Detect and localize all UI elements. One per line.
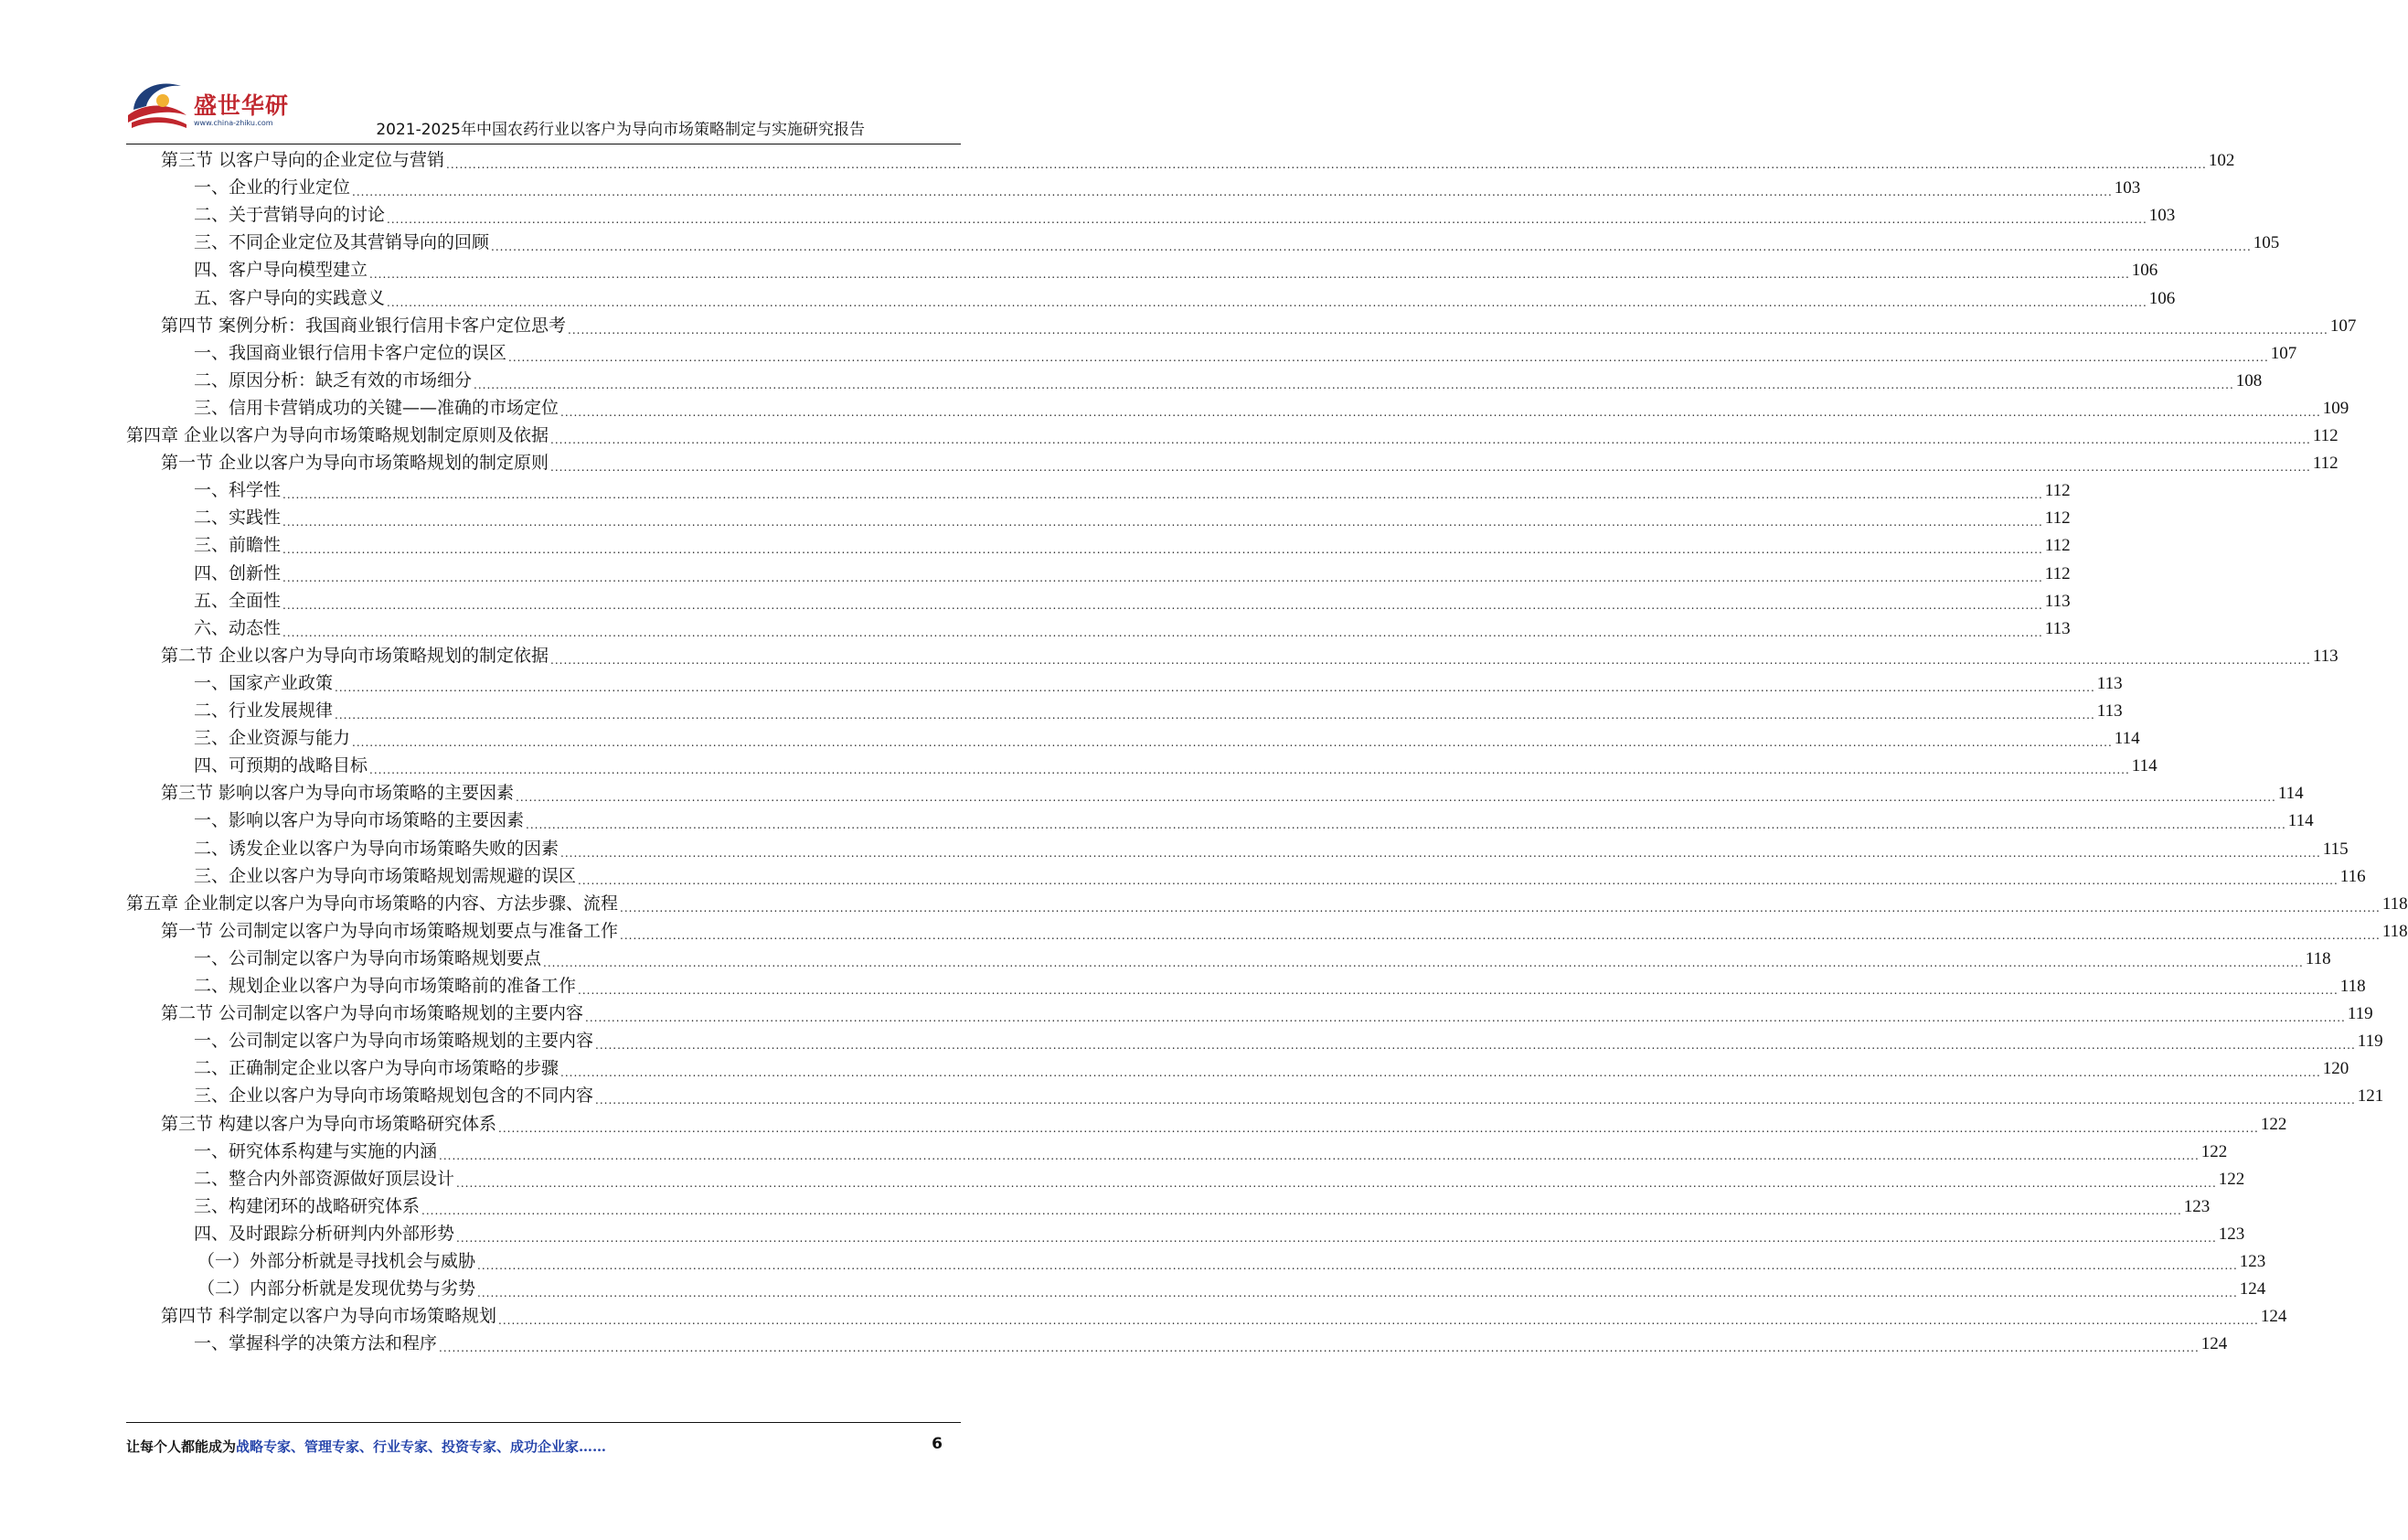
toc-label: 四、创新性	[194, 562, 282, 583]
toc-page-number: 107	[2270, 343, 2297, 363]
toc-entry[interactable]	[194, 476, 2071, 505]
toc-label: 一、科学性	[194, 480, 282, 501]
toc-entry[interactable]	[194, 1054, 2349, 1083]
toc-entry[interactable]	[194, 531, 2071, 560]
toc-page-number: 114	[2277, 784, 2304, 804]
toc-entry[interactable]	[161, 312, 2357, 340]
toc-page-number: 106	[2148, 288, 2176, 308]
toc-entry[interactable]	[161, 917, 2408, 946]
toc-page-number: 124	[2260, 1307, 2287, 1327]
toc-leader-dots: ................................................................................................................................................................................................................................................................................................................................................................................................................	[477, 1259, 2238, 1272]
toc-leader-dots: ................................................................................................................................................................................................................................................................................................................................................................................................................	[516, 791, 2276, 805]
toc-page-number: 115	[2322, 839, 2349, 859]
toc-label: 一、公司制定以客户为导向市场策略规划的主要内容	[194, 1031, 594, 1052]
toc-entry[interactable]	[194, 945, 2331, 973]
toc-entry[interactable]	[194, 201, 2176, 230]
toc-entry[interactable]	[161, 449, 2339, 477]
toc-page-number: 113	[2096, 701, 2123, 721]
toc-entry[interactable]	[161, 146, 2235, 175]
toc-label: 四、客户导向模型建立	[194, 260, 368, 281]
toc-page-number: 122	[2260, 1114, 2287, 1134]
toc-leader-dots: ................................................................................................................................................................................................................................................................................................................................................................................................................	[456, 1176, 2217, 1190]
toc-leader-dots: ................................................................................................................................................................................................................................................................................................................................................................................................................	[335, 680, 2095, 694]
toc-leader-dots: ................................................................................................................................................................................................................................................................................................................................................................................................................	[282, 571, 2043, 584]
toc-label: 二、整合内外部资源做好顶层设计	[194, 1168, 455, 1189]
toc-page-number: 112	[2044, 563, 2071, 583]
toc-leader-dots: ................................................................................................................................................................................................................................................................................................................................................................................................................	[585, 1011, 2346, 1025]
toc-page-number: 124	[2200, 1334, 2228, 1354]
logo-text: 盛世华研	[194, 92, 290, 119]
toc-entry[interactable]	[194, 862, 2366, 891]
toc-label: 第二节 公司制定以客户为导向市场策略规划的主要内容	[161, 1003, 584, 1024]
toc-entry[interactable]	[194, 229, 2280, 257]
toc-label: 第三节 影响以客户为导向市场策略的主要因素	[161, 783, 515, 804]
toc-label: 二、行业发展规律	[194, 700, 334, 721]
toc-entry[interactable]	[197, 1247, 2266, 1276]
toc-label: （一）外部分析就是寻找机会与威胁	[197, 1251, 476, 1271]
toc-leader-dots: ................................................................................................................................................................................................................................................................................................................................................................................................................	[282, 488, 2043, 502]
toc-label: 二、规划企业以客户为导向市场策略前的准备工作	[194, 976, 577, 996]
slogan-prefix: 让每个人都能成为	[126, 1438, 237, 1455]
toc-leader-dots: ................................................................................................................................................................................................................................................................................................................................................................................................................	[560, 405, 2321, 419]
toc-page-number: 120	[2322, 1059, 2349, 1079]
toc-page-number: 118	[2305, 948, 2331, 968]
toc-leader-dots: ................................................................................................................................................................................................................................................................................................................................................................................................................	[498, 1121, 2259, 1135]
toc-leader-dots: ................................................................................................................................................................................................................................................................................................................................................................................................................	[595, 1094, 2356, 1107]
toc-page-number: 112	[2044, 536, 2071, 556]
toc-page-number: 103	[2114, 178, 2141, 198]
toc-page-number: 114	[2114, 729, 2140, 749]
toc-page-number: 105	[2253, 233, 2280, 253]
footer-divider	[126, 1422, 961, 1423]
toc-page-number: 102	[2208, 151, 2235, 170]
toc-leader-dots: ................................................................................................................................................................................................................................................................................................................................................................................................................	[282, 543, 2043, 557]
toc-entry[interactable]	[161, 1110, 2287, 1139]
report-title: 2021-2025年中国农药行业以客户为导向市场策略制定与实施研究报告	[376, 121, 865, 139]
toc-entry[interactable]	[161, 642, 2339, 670]
toc-page-number: 114	[2287, 811, 2314, 831]
toc-entry[interactable]	[161, 779, 2304, 807]
toc-leader-dots: ................................................................................................................................................................................................................................................................................................................................................................................................................	[491, 241, 2252, 254]
toc-page-number: 123	[2183, 1196, 2211, 1216]
toc-page-number: 116	[2339, 866, 2366, 886]
toc-label: 三、信用卡营销成功的关键——准确的市场定位	[194, 397, 559, 418]
toc-label: 五、全面性	[194, 590, 282, 611]
toc-label: 第五章 企业制定以客户为导向市场策略的内容、方法步骤、流程	[126, 893, 619, 914]
toc-label: 二、正确制定企业以客户为导向市场策略的步骤	[194, 1058, 559, 1079]
toc-leader-dots: ................................................................................................................................................................................................................................................................................................................................................................................................................	[335, 709, 2095, 722]
toc-leader-dots: ................................................................................................................................................................................................................................................................................................................................................................................................................	[282, 626, 2043, 639]
page-number: 6	[932, 1435, 943, 1453]
toc-label: 四、及时跟踪分析研判内外部形势	[194, 1223, 455, 1244]
toc-entry[interactable]	[194, 504, 2071, 532]
toc-leader-dots: ................................................................................................................................................................................................................................................................................................................................................................................................................	[369, 764, 2130, 777]
toc-page-number: 122	[2200, 1141, 2228, 1161]
toc-label: 第一节 公司制定以客户为导向市场策略规划要点与准备工作	[161, 920, 619, 941]
toc-entry[interactable]	[194, 669, 2123, 698]
toc-entry[interactable]	[194, 724, 2140, 753]
toc-page-number: 113	[2044, 618, 2071, 638]
toc-entry[interactable]	[194, 1330, 2228, 1358]
toc-entry[interactable]	[194, 1082, 2384, 1110]
toc-entry[interactable]	[194, 1220, 2245, 1248]
toc-page-number: 107	[2329, 315, 2357, 336]
toc-leader-dots: ................................................................................................................................................................................................................................................................................................................................................................................................................	[550, 433, 2311, 446]
toc-entry[interactable]	[194, 587, 2071, 615]
toc-entry[interactable]	[194, 807, 2314, 835]
toc-leader-dots: ................................................................................................................................................................................................................................................................................................................................................................................................................	[543, 956, 2304, 969]
toc-leader-dots: ................................................................................................................................................................................................................................................................................................................................................................................................................	[508, 350, 2269, 364]
toc-label: 四、可预期的战略目标	[194, 755, 368, 776]
toc-label: 第二节 企业以客户为导向市场策略规划的制定依据	[161, 645, 549, 666]
toc-label: 第三节 构建以客户为导向市场策略研究体系	[161, 1113, 497, 1134]
toc-entry[interactable]	[126, 890, 2408, 918]
toc-page-number: 114	[2131, 756, 2158, 776]
toc-leader-dots: ................................................................................................................................................................................................................................................................................................................................................................................................................	[446, 158, 2207, 171]
toc-entry[interactable]	[194, 1165, 2245, 1193]
toc-entry[interactable]	[194, 284, 2176, 313]
toc-page-number: 103	[2148, 206, 2176, 226]
toc-leader-dots: ................................................................................................................................................................................................................................................................................................................................................................................................................	[560, 1066, 2321, 1080]
toc-label: （二）内部分析就是发现优势与劣势	[197, 1278, 476, 1299]
toc-leader-dots: ................................................................................................................................................................................................................................................................................................................................................................................................................	[474, 378, 2234, 391]
toc-entry[interactable]	[194, 174, 2141, 202]
toc-page-number: 106	[2131, 261, 2158, 281]
toc-label: 第三节 以客户导向的企业定位与营销	[161, 150, 445, 170]
toc-label: 三、前瞻性	[194, 535, 282, 556]
footer-slogan	[126, 1437, 606, 1456]
toc-leader-dots: ................................................................................................................................................................................................................................................................................................................................................................................................................	[620, 928, 2381, 942]
toc-label: 二、实践性	[194, 508, 282, 529]
toc-entry[interactable]	[194, 339, 2297, 368]
toc-page-number: 108	[2235, 370, 2263, 390]
toc-page-number: 118	[2381, 921, 2408, 941]
toc-page-number: 113	[2044, 591, 2071, 611]
toc-page-number: 119	[2357, 1032, 2383, 1052]
toc-page-number: 118	[2381, 893, 2408, 914]
toc-entry[interactable]	[194, 615, 2071, 643]
toc-page-number: 121	[2357, 1086, 2384, 1107]
toc-entry[interactable]	[194, 1027, 2383, 1055]
toc-entry[interactable]	[194, 752, 2158, 780]
toc-leader-dots: ................................................................................................................................................................................................................................................................................................................................................................................................................	[550, 461, 2311, 475]
toc-label: 六、动态性	[194, 617, 282, 638]
logo-url: www.china-zhiku.com	[194, 119, 273, 127]
toc-label: 二、原因分析：缺乏有效的市场细分	[194, 369, 473, 390]
toc-label: 三、企业以客户为导向市场策略规划包含的不同内容	[194, 1085, 594, 1107]
toc-label: 第四节 案例分析：我国商业银行信用卡客户定位思考	[161, 315, 567, 336]
toc-label: 一、公司制定以客户为导向市场策略规划要点	[194, 947, 542, 968]
toc-page-number: 118	[2339, 977, 2366, 996]
toc-label: 第四节 科学制定以客户为导向市场策略规划	[161, 1306, 497, 1327]
toc-leader-dots: ................................................................................................................................................................................................................................................................................................................................................................................................................	[352, 186, 2113, 199]
toc-page-number: 123	[2239, 1252, 2266, 1271]
slogan-highlight: 战略专家、管理专家、行业专家、投资专家、成功企业家……	[236, 1438, 607, 1455]
toc-leader-dots: ................................................................................................................................................................................................................................................................................................................................................................................................................	[578, 984, 2339, 997]
toc-label: 三、不同企业定位及其营销导向的回顾	[194, 232, 490, 253]
toc-entry[interactable]	[194, 972, 2366, 1000]
toc-leader-dots: ................................................................................................................................................................................................................................................................................................................................................................................................................	[282, 598, 2043, 612]
toc-entry[interactable]	[194, 394, 2349, 422]
toc-entry[interactable]	[194, 367, 2263, 395]
toc-entry[interactable]	[197, 1275, 2266, 1303]
toc-leader-dots: ................................................................................................................................................................................................................................................................................................................................................................................................................	[456, 1231, 2217, 1245]
toc-leader-dots: ................................................................................................................................................................................................................................................................................................................................................................................................................	[526, 818, 2286, 832]
toc-page-number: 112	[2044, 508, 2071, 529]
toc-leader-dots: ................................................................................................................................................................................................................................................................................................................................................................................................................	[282, 516, 2043, 529]
toc-label: 一、企业的行业定位	[194, 177, 351, 198]
toc-leader-dots: ................................................................................................................................................................................................................................................................................................................................................................................................................	[387, 213, 2147, 227]
toc-page-number: 123	[2218, 1224, 2245, 1244]
toc-entry[interactable]	[194, 835, 2349, 863]
toc-label: 一、影响以客户为导向市场策略的主要因素	[194, 810, 525, 831]
toc-label: 一、掌握科学的决策方法和程序	[194, 1333, 438, 1354]
toc-label: 三、构建闭环的战略研究体系	[194, 1195, 421, 1216]
toc-page-number: 113	[2096, 673, 2123, 693]
toc-page-number: 112	[2312, 454, 2339, 474]
toc-leader-dots: ................................................................................................................................................................................................................................................................................................................................................................................................................	[369, 268, 2130, 282]
toc-label: 第四章 企业以客户为导向市场策略规划制定原则及依据	[126, 425, 549, 445]
toc-leader-dots: ................................................................................................................................................................................................................................................................................................................................................................................................................	[439, 1149, 2200, 1162]
toc-entry[interactable]	[194, 560, 2071, 588]
toc-entry[interactable]	[194, 1192, 2211, 1221]
toc-leader-dots: ................................................................................................................................................................................................................................................................................................................................................................................................................	[477, 1287, 2238, 1300]
toc-entry[interactable]	[161, 1302, 2287, 1331]
toc-page-number: 109	[2322, 398, 2349, 418]
toc-label: 一、国家产业政策	[194, 672, 334, 693]
toc-label: 第一节 企业以客户为导向市场策略规划的制定原则	[161, 453, 549, 474]
toc-label: 五、客户导向的实践意义	[194, 287, 386, 308]
toc-page-number: 124	[2239, 1279, 2266, 1299]
toc-leader-dots: ................................................................................................................................................................................................................................................................................................................................................................................................................	[568, 323, 2328, 337]
toc-entry[interactable]	[194, 256, 2158, 284]
toc-label: 三、企业资源与能力	[194, 728, 351, 749]
toc-leader-dots: ................................................................................................................................................................................................................................................................................................................................................................................................................	[352, 736, 2113, 750]
toc-page-number: 112	[2312, 426, 2339, 445]
toc-label: 三、企业以客户为导向市场策略规划需规避的误区	[194, 865, 577, 886]
toc-entry[interactable]	[161, 1000, 2373, 1028]
toc-leader-dots: ................................................................................................................................................................................................................................................................................................................................................................................................................	[550, 653, 2311, 667]
toc-label: 一、研究体系构建与实施的内涵	[194, 1140, 438, 1161]
toc-leader-dots: ................................................................................................................................................................................................................................................................................................................................................................................................................	[387, 295, 2147, 309]
toc-label: 二、诱发企业以客户为导向市场策略失败的因素	[194, 838, 559, 859]
toc-leader-dots: ................................................................................................................................................................................................................................................................................................................................................................................................................	[620, 901, 2381, 914]
toc-leader-dots: ................................................................................................................................................................................................................................................................................................................................................................................................................	[560, 846, 2321, 860]
toc-label: 二、关于营销导向的讨论	[194, 205, 386, 226]
toc-leader-dots: ................................................................................................................................................................................................................................................................................................................................................................................................................	[439, 1342, 2200, 1355]
toc-page-number: 119	[2347, 1004, 2373, 1024]
toc-entry[interactable]	[194, 1138, 2228, 1166]
toc-page-number: 112	[2044, 481, 2071, 501]
toc-entry[interactable]	[194, 697, 2123, 725]
toc-leader-dots: ................................................................................................................................................................................................................................................................................................................................................................................................................	[421, 1203, 2182, 1217]
toc-leader-dots: ................................................................................................................................................................................................................................................................................................................................................................................................................	[578, 873, 2339, 887]
toc-entry[interactable]	[126, 422, 2339, 450]
toc-leader-dots: ................................................................................................................................................................................................................................................................................................................................................................................................................	[498, 1314, 2259, 1328]
toc-label: 一、我国商业银行信用卡客户定位的误区	[194, 342, 507, 363]
toc-page-number: 113	[2312, 646, 2339, 666]
toc-page-number: 122	[2218, 1169, 2245, 1189]
toc-leader-dots: ................................................................................................................................................................................................................................................................................................................................................................................................................	[595, 1039, 2356, 1053]
